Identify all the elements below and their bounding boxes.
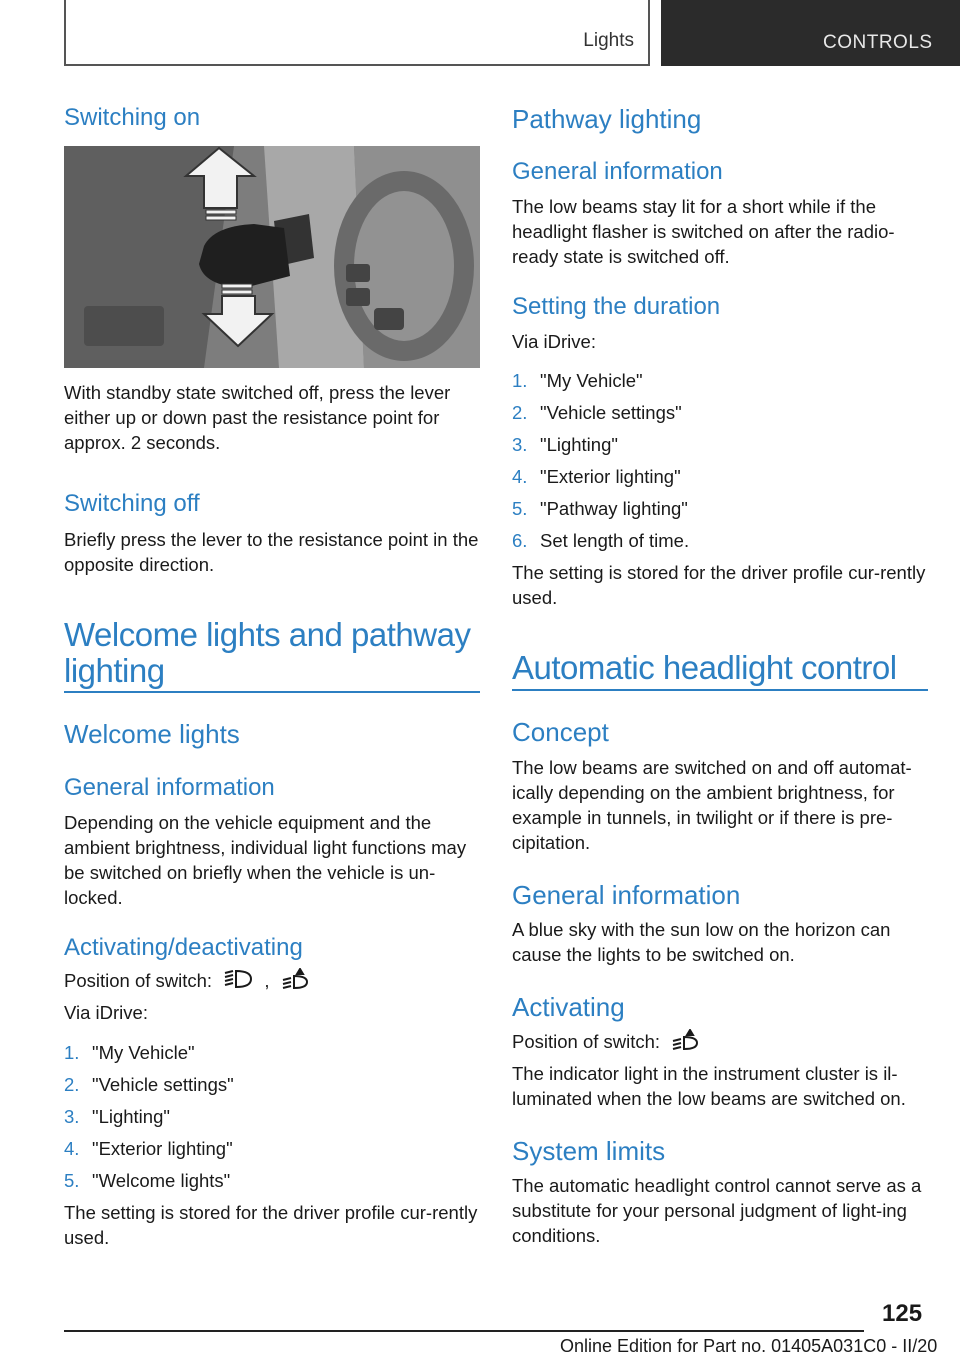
pathway-duration-heading: Setting the duration (512, 293, 721, 320)
lever-photo (64, 146, 480, 368)
welcome-switch-position (64, 968, 480, 996)
concept-heading: Concept (512, 717, 609, 747)
welcome-lights-heading: Welcome lights (64, 719, 240, 749)
pathway-steps-list (512, 368, 928, 560)
auto-activating-body: The indicator light in the instrument cluster is il-luminated when the low beams are switched on. (512, 1063, 906, 1109)
list-item: 1. "My Vehicle" (512, 370, 643, 391)
pathway-via-idrive: Via iDrive: (512, 331, 596, 352)
auto-title-rule (512, 689, 928, 691)
welcome-general-heading: General information (64, 774, 275, 801)
header-chapter-title: CONTROLS (823, 32, 933, 53)
list-item: 1. "My Vehicle" (64, 1042, 195, 1063)
lever-illustration (64, 146, 480, 368)
list-item: 6. Set length of time. (512, 530, 690, 551)
switch-position-label: Position of switch: (512, 1031, 661, 1052)
switch-separator: , (264, 970, 270, 991)
switching-on-body: With standby state switched off, press the lever either up or down past the resistance point for approx. 2 seconds. (64, 382, 451, 453)
header-chapter-tab (661, 0, 960, 66)
list-item: 3. "Lighting" (64, 1106, 170, 1127)
welcome-title-rule (64, 691, 480, 693)
switching-off-heading: Switching off (64, 490, 200, 517)
auto-light-icon (671, 1029, 701, 1057)
welcome-general-body: Depending on the vehicle equipment and the ambient brightness, individual light functions may be switched on briefly when the vehicle is un-locked. (64, 812, 467, 908)
pathway-heading: Pathway lighting (512, 104, 702, 134)
auto-light-icon (281, 968, 311, 996)
auto-headlight-title: Automatic headlight control (512, 649, 897, 686)
switching-off-body: Briefly press the lever to the resistance point in the opposite direction. (64, 529, 479, 575)
welcome-activating-heading: Activating/deactivating (64, 934, 303, 961)
system-limits-body: The automatic headlight control cannot serve as a substitute for your personal judgment of light-ing conditions. (512, 1175, 922, 1246)
concept-body: The low beams are switched on and off automat-ically depending on the ambient brightness, for example in tunnels, in twilight or if there is pre-cipitation. (512, 757, 912, 853)
pathway-general-body: The low beams stay lit for a short while if the headlight flasher is switched on after the radio-ready state is switched off. (512, 196, 895, 267)
welcome-pathway-title: Welcome lights and pathway lighting (64, 616, 471, 689)
list-item: 2. "Vehicle settings" (64, 1074, 234, 1095)
pathway-general-heading: General information (512, 158, 723, 185)
header-section-box (64, 0, 650, 66)
switch-position-label: Position of switch: (64, 970, 213, 991)
auto-general-heading: General information (512, 880, 741, 910)
list-item: 2. "Vehicle settings" (512, 402, 682, 423)
list-item: 5. "Pathway lighting" (512, 498, 688, 519)
pathway-stored-note: The setting is stored for the driver profile cur-rently used. (512, 562, 926, 608)
low-beam-icon (223, 968, 253, 996)
footer-edition: Online Edition for Part no. 01405A031C0 - II/20 (560, 1336, 938, 1356)
list-item: 3. "Lighting" (512, 434, 618, 455)
welcome-stored-note: The setting is stored for the driver profile cur-rently used. (64, 1202, 478, 1248)
switching-on-heading: Switching on (64, 104, 201, 131)
list-item: 4. "Exterior lighting" (512, 466, 681, 487)
list-item: 4. "Exterior lighting" (64, 1138, 233, 1159)
welcome-via-idrive: Via iDrive: (64, 1002, 148, 1023)
auto-general-body: A blue sky with the sun low on the horizon can cause the lights to be switched on. (512, 919, 891, 965)
list-item: 5. "Welcome lights" (64, 1170, 231, 1191)
auto-switch-position (512, 1029, 928, 1057)
welcome-steps-list (64, 1040, 480, 1200)
system-limits-heading: System limits (512, 1136, 666, 1166)
auto-activating-heading: Activating (512, 992, 625, 1022)
header-section-title: Lights (583, 30, 634, 51)
footer-rule (64, 1330, 864, 1332)
page-number: 125 (882, 1300, 923, 1327)
